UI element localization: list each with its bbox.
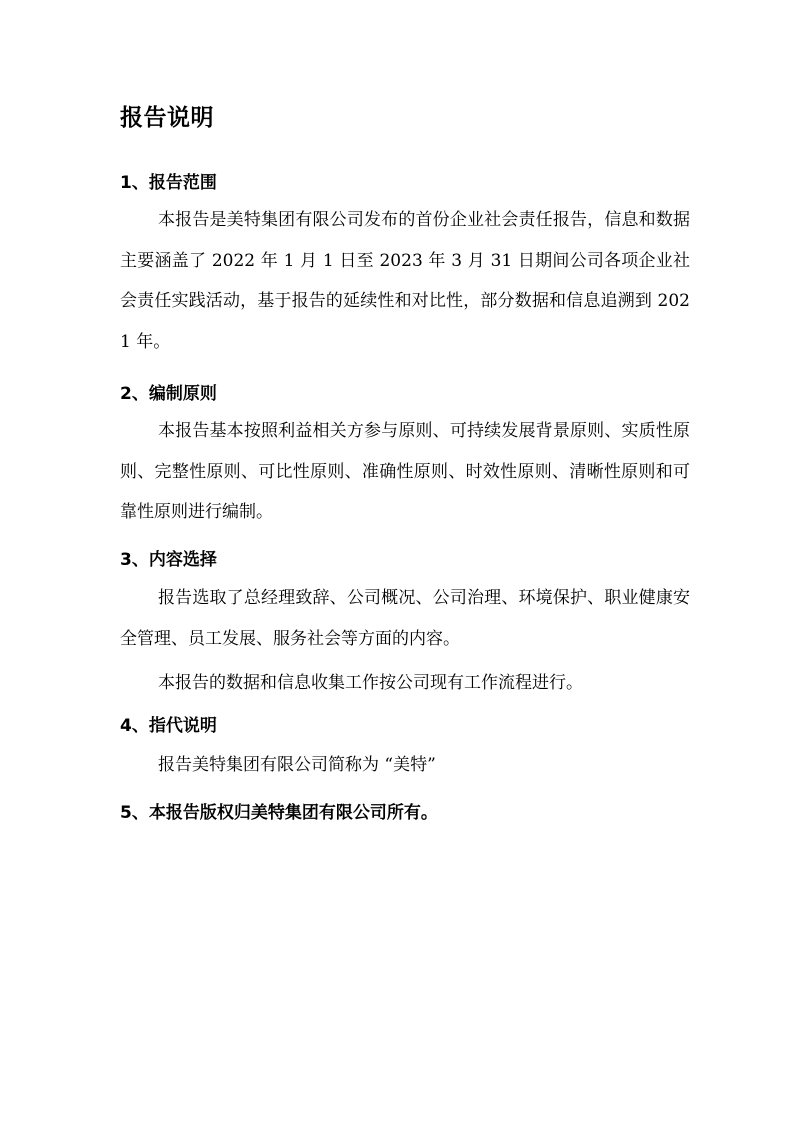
section-heading-content: 3、内容选择 xyxy=(120,550,217,570)
section-heading-copyright: 5、本报告版权归美特集团有限公司所有。 xyxy=(120,803,438,823)
section-heading-principles: 2、编制原则 xyxy=(120,384,217,404)
section-paragraph-content: 报告选取了总经理致辞、公司概况、公司治理、环境保护、职业健康安全管理、员工发展、服务社会等方面的内容。 xyxy=(120,588,690,649)
section-heading-scope: 1、报告范围 xyxy=(120,173,217,193)
page-title: 报告说明 xyxy=(120,105,214,131)
section-paragraph-reference: 报告美特集团有限公司简称为 “美特” xyxy=(158,755,436,775)
section-heading-reference: 4、指代说明 xyxy=(120,716,217,736)
section-paragraph-principles: 本报告基本按照利益相关方参与原则、可持续发展背景原则、实质性原则、完整性原则、可比性原则、准确性原则、时效性原则、清晰性原则和可靠性原则进行编制。 xyxy=(120,421,690,522)
section-paragraph-data-collection: 本报告的数据和信息收集工作按公司现有工作流程进行。 xyxy=(158,673,583,693)
section-paragraph-scope: 本报告是美特集团有限公司发布的首份企业社会责任报告，信息和数据主要涵盖了 2022 年 1 月 1 日至 2023 年 3 月 31 日期间公司各项企业社会责任实践活动，基于报告的延续性和对比性，部分数据和信息追溯到 2021 年。 xyxy=(120,210,690,352)
